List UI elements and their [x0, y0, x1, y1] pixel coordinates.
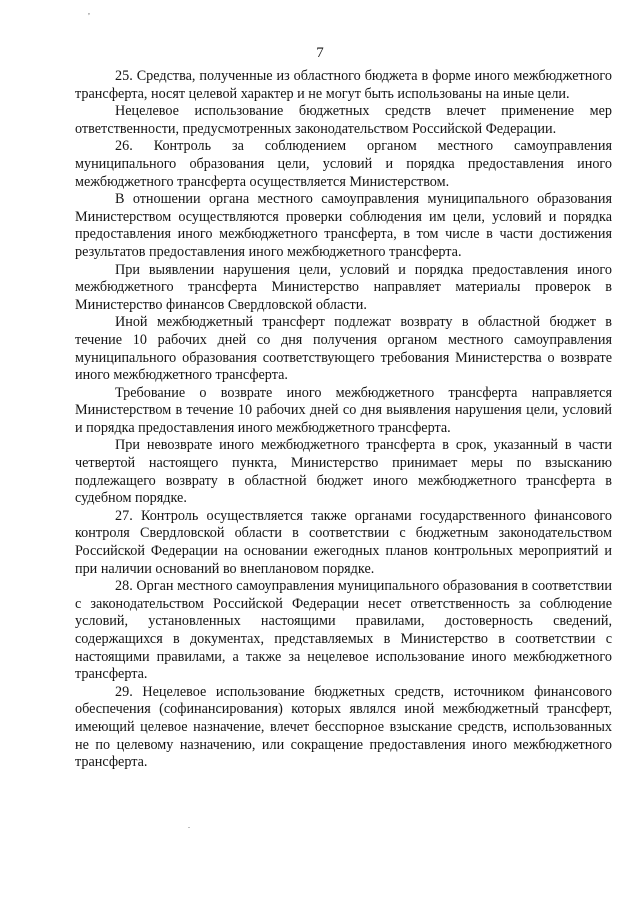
- scan-speck: ,: [88, 7, 90, 16]
- paragraph-inspections: В отношении органа местного самоуправления муниципального образования Министерством осуществляются проверки соблюдения им цели, условий и порядка предоставления иного межбюджетного трансферта, в том числе в части достижения результатов предоставления иного межбюджетного трансферта.: [75, 191, 612, 260]
- paragraph-25: 25. Средства, полученные из областного бюджета в форме иного межбюджетного трансферта, носят целевой характер и не могут быть использованы на иные цели.: [75, 68, 612, 102]
- paragraph-violations: При выявлении нарушения цели, условий и порядка предоставления иного межбюджетного трансферта Министерство направляет материалы проверок в Министерство финансов Свердловской области.: [75, 261, 612, 313]
- document-body: [75, 68, 612, 772]
- paragraph-return: Иной межбюджетный трансферт подлежат возврату в областной бюджет в течение 10 рабочих дней со дня получения органом местного самоуправления муниципального образования соответствующего требования Министерства о возврате иного межбюджетного трансферта.: [75, 314, 612, 384]
- page-number: 7: [316, 45, 324, 61]
- paragraph-28: 28. Орган местного самоуправления муниципального образования в соответствии с законодательством Российской Федерации несет ответственность за соблюдение условий, установленных настоящими правилами, достоверность сведений, содержащихся в документах, представляемых в Министерство в соответствии с настоящими правилами, а также за нецелевое использование иного межбюджетного трансферта.: [75, 578, 612, 683]
- paragraph-29: 29. Нецелевое использование бюджетных средств, источником финансового обеспечения (софинансирования) которых являлся иной межбюджетный трансферт, имеющий целевое назначение, влечет бесспорное взыскание средств, использованных не по целевому назначению, или сокращение предоставления иного межбюджетного трансферта.: [75, 683, 612, 771]
- paragraph-26: 26. Контроль за соблюдением органом местного самоуправления муниципального образования цели, условий и порядка предоставления иного межбюджетного трансферта осуществляется Министерством.: [75, 138, 612, 190]
- paragraph-court-recovery: При невозврате иного межбюджетного трансферта в срок, указанный в части четвертой настоящего пункта, Министерство принимает меры по взысканию подлежащего возврату в областной бюджет иного межбюджетного трансферта в судебном порядке.: [75, 437, 612, 507]
- paragraph-27: 27. Контроль осуществляется также органами государственного финансового контроля Свердловской области в соответствии с бюджетным законодательством Российской Федерации на основании ежегодных планов контрольных мероприятий и при наличии оснований во внеплановом порядке.: [75, 507, 612, 577]
- scan-speck: .: [188, 821, 190, 830]
- paragraph-misuse-liability: Нецелевое использование бюджетных средств влечет применение мер ответственности, предусмотренных законодательством Российской Федерации.: [75, 103, 612, 137]
- paragraph-return-demand: Требование о возврате иного межбюджетного трансферта направляется Министерством в течение 10 рабочих дней со дня выявления нарушения цели, условий и порядка предоставления иного межбюджетного трансферта.: [75, 384, 612, 436]
